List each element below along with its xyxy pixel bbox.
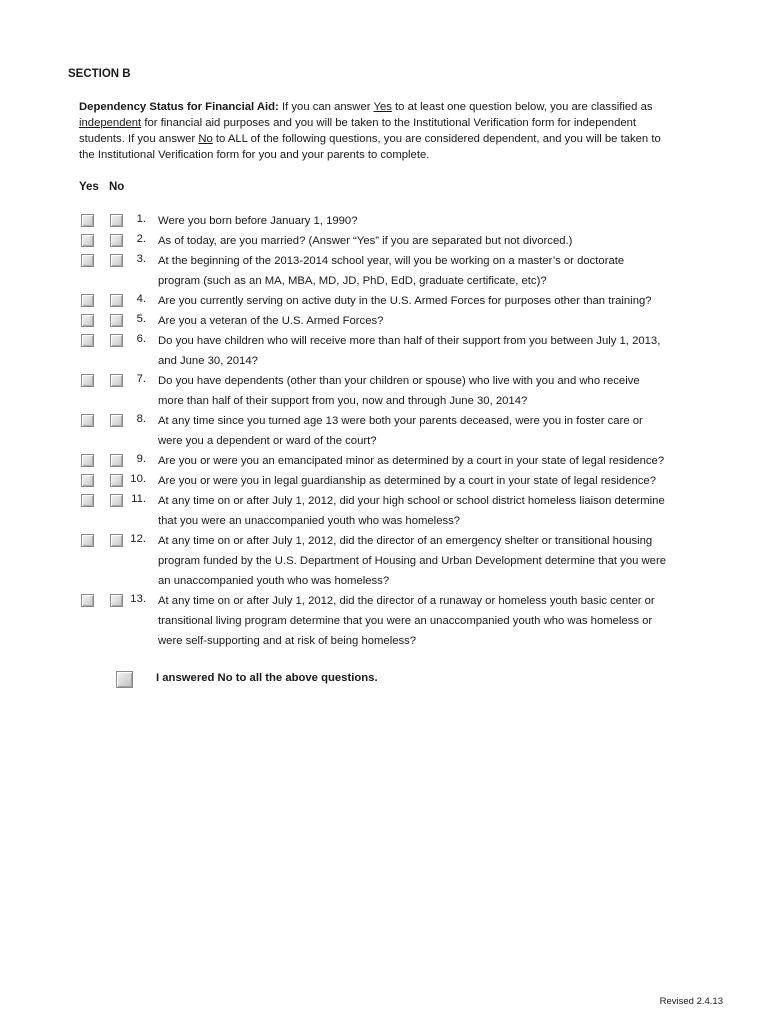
question-number: 12. (130, 533, 146, 545)
answered-no-to-all-label: I answered No to all the above questions. (156, 672, 378, 684)
question-text (158, 311, 673, 331)
question-number: 11. (131, 493, 146, 505)
yes-checkbox[interactable] (81, 454, 94, 467)
question-number: 1. (136, 213, 146, 225)
yes-checkbox[interactable] (81, 254, 94, 267)
question-line: transitional living program determine that you were an unaccompanied youth who was homeless or (158, 615, 653, 627)
question-text (158, 371, 673, 411)
yes-checkbox[interactable] (81, 334, 94, 347)
intro-yes-word: Yes (373, 101, 392, 113)
question-text (158, 471, 673, 491)
intro-independent-word: independent (79, 117, 142, 129)
dependency-intro-paragraph (79, 99, 679, 163)
question-line: Do you have children who will receive more than half of their support from you between July 1, 2013, (158, 335, 661, 347)
question-text (158, 211, 673, 231)
intro-lead: Dependency Status for Financial Aid: (79, 101, 279, 113)
yes-checkbox[interactable] (81, 294, 94, 307)
question-text (158, 531, 673, 591)
question-line: Do you have dependents (other than your children or spouse) who live with you and who receive (158, 375, 640, 387)
question-text (158, 591, 673, 651)
question-text (158, 451, 673, 471)
question-line: Were you born before January 1, 1990? (158, 215, 358, 227)
question-number: 3. (136, 253, 146, 265)
answered-no-to-all-checkbox[interactable] (116, 671, 133, 688)
question-number: 9. (136, 453, 146, 465)
question-line: Are you a veteran of the U.S. Armed Forces? (158, 315, 384, 327)
question-line: Are you or were you in legal guardianship as determined by a court in your state of legal residence? (158, 475, 656, 487)
question-number: 8. (136, 413, 146, 425)
yes-checkbox[interactable] (81, 214, 94, 227)
question-line: that you were an unaccompanied youth who was homeless? (158, 515, 461, 527)
question-number: 10. (130, 473, 146, 485)
yes-checkbox[interactable] (81, 534, 94, 547)
intro-text-4: to ALL of the following questions, you are considered dependent, and you will be taken to the Institutional Verification form for you and your parents to complete. (79, 133, 661, 161)
question-text (158, 411, 673, 451)
no-column-header: No (109, 181, 125, 193)
question-number: 7. (136, 373, 146, 385)
yes-checkbox[interactable] (81, 414, 94, 427)
question-line: At any time on or after July 1, 2012, did your high school or school district homeless liaison determine (158, 495, 665, 507)
question-line: At any time on or after July 1, 2012, did the director of an emergency shelter or transitional housing (158, 535, 653, 547)
question-line: program funded by the U.S. Department of Housing and Urban Development determine that you were (158, 555, 667, 567)
yes-checkbox[interactable] (81, 474, 94, 487)
yes-checkbox[interactable] (81, 314, 94, 327)
intro-text-2: to at least one question below, you are classified as (391, 101, 653, 113)
question-number: 5. (136, 313, 146, 325)
question-text (158, 231, 673, 251)
intro-no-word: No (198, 133, 213, 145)
yes-column-header: Yes (79, 181, 99, 193)
question-text (158, 291, 673, 311)
question-line: were self-supporting and at risk of being homeless? (158, 635, 417, 647)
revision-footer: Revised 2.4.13 (659, 996, 723, 1007)
yes-checkbox[interactable] (81, 494, 94, 507)
question-text (158, 251, 673, 291)
question-number: 2. (136, 233, 146, 245)
question-number: 6. (136, 333, 146, 345)
yes-checkbox[interactable] (81, 594, 94, 607)
question-line: At any time since you turned age 13 were both your parents deceased, were you in foster care or (158, 415, 643, 427)
question-number: 4. (136, 293, 146, 305)
question-line: were you a dependent or ward of the court? (158, 435, 377, 447)
yes-checkbox[interactable] (81, 374, 94, 387)
intro-text-3: for financial aid purposes and you will be taken to the Institutional Verification form for independent students. If you answer (79, 117, 637, 145)
question-line: and June 30, 2014? (158, 355, 258, 367)
question-text (158, 331, 673, 371)
question-line: At the beginning of the 2013-2014 school year, will you be working on a master’s or doctorate (158, 255, 625, 267)
question-line: an unaccompanied youth who was homeless? (158, 575, 390, 587)
intro-text-1: If you can answer (278, 101, 374, 113)
question-line: program (such as an MA, MBA, MD, JD, PhD, EdD, graduate certificate, etc)? (158, 275, 547, 287)
question-line: more than half of their support from you, now and through June 30, 2014? (158, 395, 528, 407)
question-number: 13. (130, 593, 146, 605)
question-line: Are you currently serving on active duty in the U.S. Armed Forces for purposes other than training? (158, 295, 652, 307)
question-line: At any time on or after July 1, 2012, did the director of a runaway or homeless youth basic center or (158, 595, 655, 607)
question-line: As of today, are you married? (Answer “Yes” if you are separated but not divorced.) (158, 235, 573, 247)
question-line: Are you or were you an emancipated minor as determined by a court in your state of legal residence? (158, 455, 665, 467)
section-title: SECTION B (68, 68, 131, 80)
yes-checkbox[interactable] (81, 234, 94, 247)
question-text (158, 491, 673, 531)
